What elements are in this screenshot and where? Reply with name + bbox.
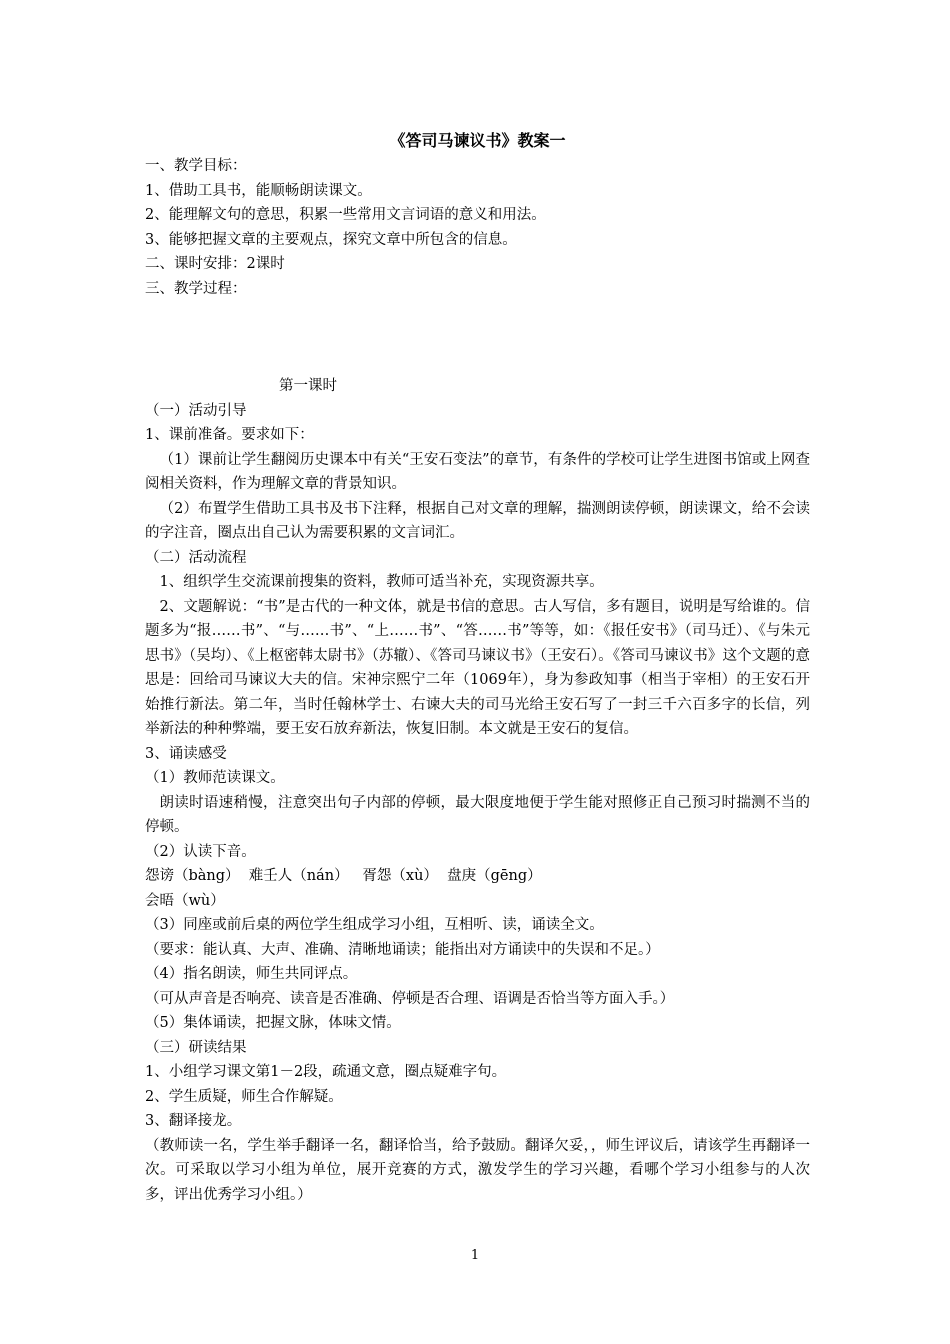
lesson-heading: 第一课时: [279, 378, 337, 394]
goal-item: 2、能理解文句的意思，积累一些常用文言词语的意义和用法。: [145, 207, 546, 223]
reading-step: （4）指名朗读，师生共同评点。: [145, 966, 358, 982]
part-heading-guide: （一）活动引导: [145, 402, 247, 419]
pronunciation-line: 会晤（wù）: [145, 892, 225, 909]
goal-item: 3、能够把握文章的主要观点，探究文章中所包含的信息。: [145, 231, 517, 248]
reading-note: 朗读时语速稍慢，注意突出句子内部的停顿，最大限度地便于学生能对照修正自己预习时揣测不当的停顿。: [145, 794, 810, 835]
study-note: （教师读一名，学生举手翻译一名，翻译恰当，给予鼓励。翻译欠妥，，师生评议后，请该学生再翻译一次。可采取以学习小组为单位，展开竞赛的方式，激发学生的学习兴趣，看哪个学习小组参与的人次多，评出优秀学习小组。）: [145, 1137, 810, 1203]
part-heading-flow: （二）活动流程: [145, 549, 247, 566]
study-step: 3、翻译接龙。: [145, 1113, 242, 1129]
prep-heading: 1、课前准备。要求如下：: [145, 427, 314, 443]
reading-note: （可从声音是否响亮、读音是否准确、停顿是否合理、语调是否恰当等方面入手。）: [145, 990, 675, 1007]
reading-step: （5）集体诵读，把握文脉，体味文情。: [145, 1015, 401, 1031]
flow-heading-reading: 3、诵读感受: [145, 745, 227, 762]
reading-step: （3）同座或前后桌的两位学生组成学习小组，互相听、读，诵读全文。: [145, 917, 604, 933]
reading-note: （要求：能认真、大声、准确、清晰地诵读；能指出对方诵读中的失误和不足。）: [145, 941, 660, 958]
section-heading-goals: 一、教学目标：: [145, 158, 247, 174]
prep-paragraph: （1）课前让学生翻阅历史课本中有关“王安石变法”的章节，有条件的学校可让学生进图书馆或上网查阅相关资料，作为理解文章的背景知识。: [145, 451, 810, 492]
part-heading-study: （三）研读结果: [145, 1039, 247, 1056]
document-body: [145, 128, 810, 1207]
pronunciation-line: 怨谤（bàng） 难壬人（nán） 胥怨（xù） 盘庚（gēng）: [145, 868, 542, 884]
section-heading-schedule: 二、课时安排：2课时: [145, 256, 285, 272]
study-step: 2、学生质疑，师生合作解疑。: [145, 1088, 343, 1105]
reading-step: （1）教师范读课文。: [145, 770, 285, 786]
page-number: 1: [470, 1248, 480, 1263]
blank-space: [145, 301, 810, 374]
goal-item: 1、借助工具书，能顺畅朗读课文。: [145, 182, 372, 199]
section-heading-process: 三、教学过程：: [145, 280, 247, 297]
prep-paragraph: （2）布置学生借助工具书及书下注释，根据自己对文章的理解，揣测朗读停顿，朗读课文，给不会读的字注音，圈点出自己认为需要积累的文言词汇。: [145, 500, 810, 541]
study-step: 1、小组学习课文第1－2段，疏通文意，圈点疑难字句。: [145, 1064, 507, 1080]
flow-paragraph: 1、组织学生交流课前搜集的资料，教师可适当补充，实现资源共享。: [159, 574, 604, 590]
document-title: 《答司马谏议书》教案一: [389, 131, 566, 150]
flow-paragraph: 2、文题解说：“书”是古代的一种文体，就是书信的意思。古人写信，多有题目，说明是写给谁的。信题多为“报……书”、“与……书”、“上……书”、“答……书”等等，如：《报任安书》（司马迁）、《与朱元思书》（吴均）、《上枢密韩太尉书》（苏辙）、《答司马谏议书》（王安石）。《答司马谏议书》这个文题的意思是：回给司马谏议大夫的信。宋神宗熙宁二年（1069年），身为参政知事（相当于宰相）的王安石开始推行新法。第二年，当时任翰林学士、右谏大夫的司马光给王安石写了一封三千六百多字的长信，列举新法的种种弊端，要王安石放弃新法，恢复旧制。本文就是王安石的复信。: [145, 598, 810, 737]
reading-step: （2）认读下音。: [145, 843, 256, 860]
